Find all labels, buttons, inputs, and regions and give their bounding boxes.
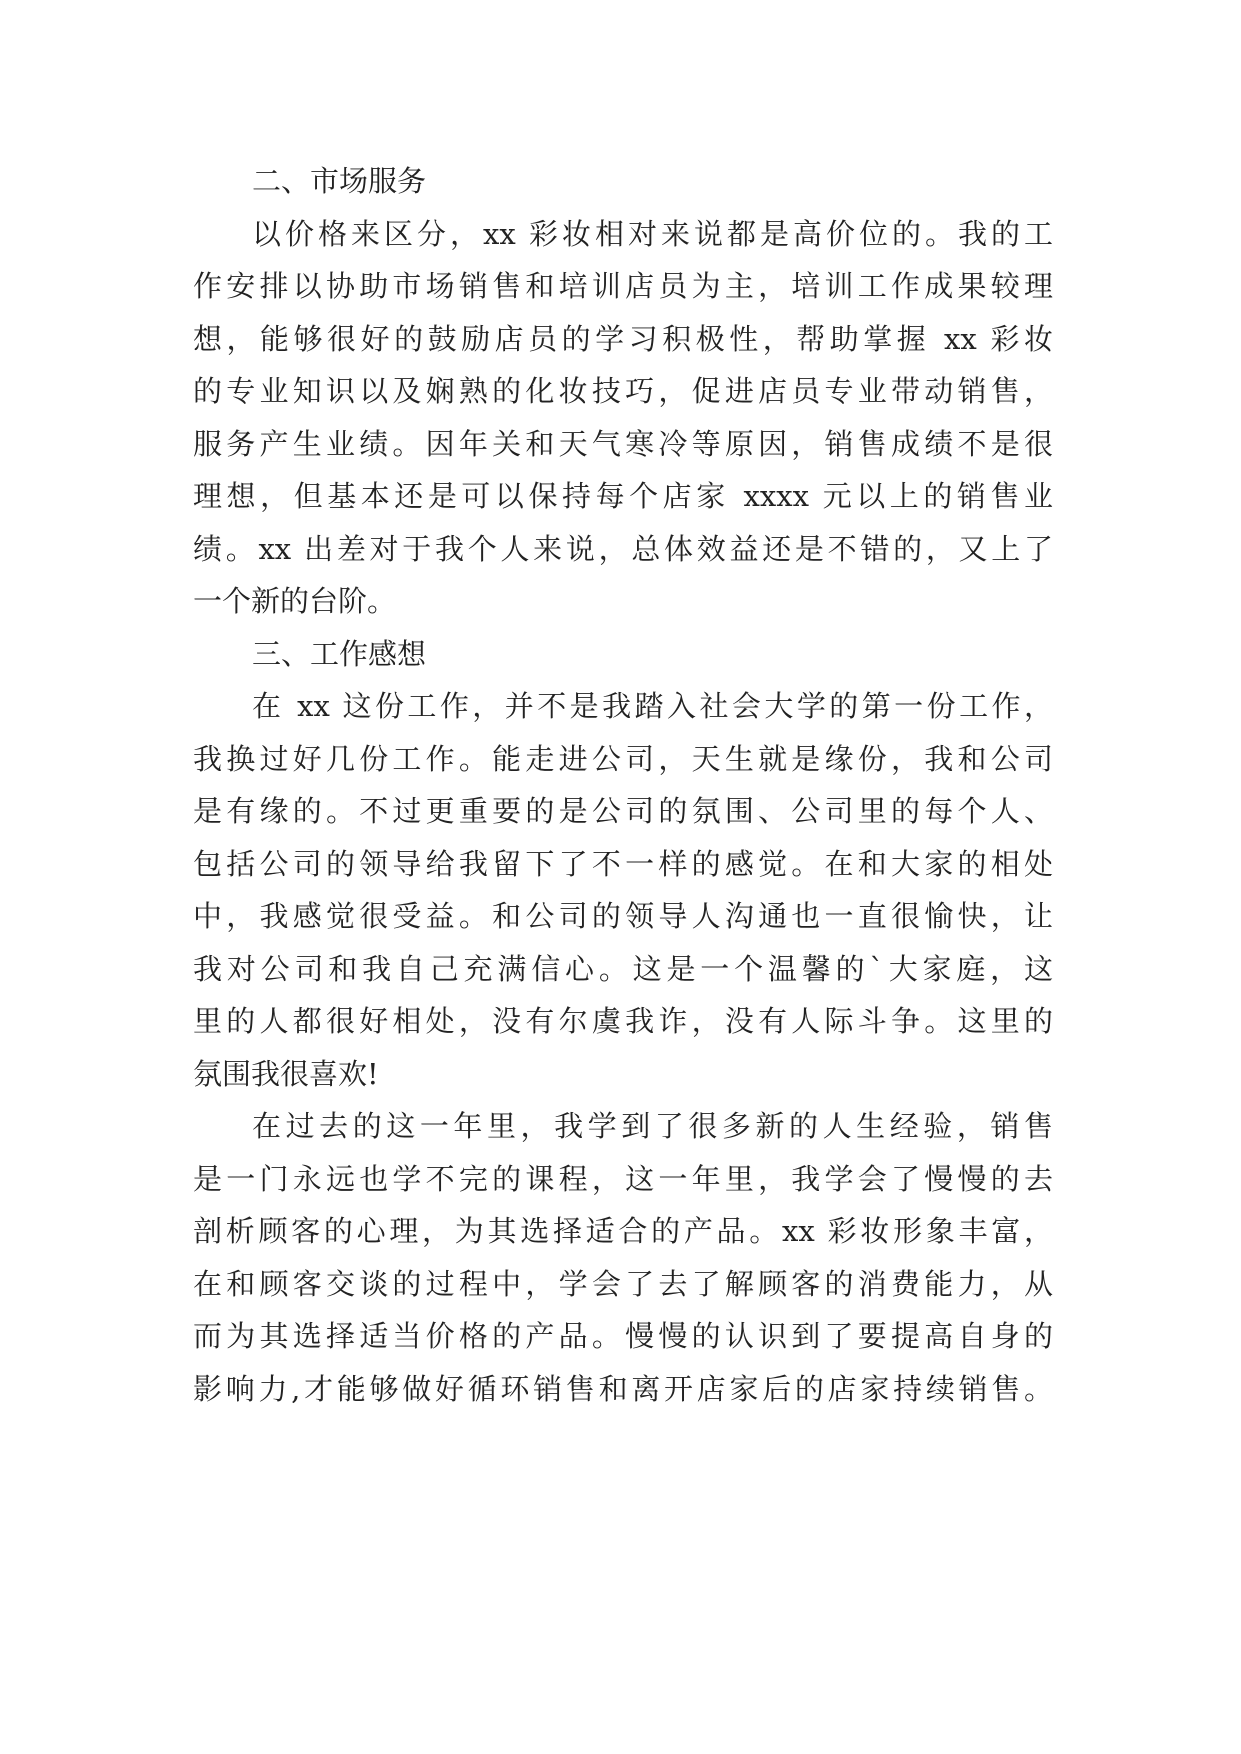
paragraph-work-reflections-2 <box>193 1100 1053 1415</box>
paragraph-line: 氛围我很喜欢! <box>193 1056 379 1091</box>
paragraph-work-reflections-1 <box>193 680 1053 1100</box>
paragraph-line: 剖析顾客的心理，为其选择适合的产品。xx 彩妆形象丰富， <box>193 1214 1053 1248</box>
paragraph-line: 包括公司的领导给我留下了不一样的感觉。在和大家的相处 <box>193 846 1053 881</box>
paragraph-line: 在和顾客交谈的过程中，学会了去了解顾客的消费能力，从 <box>193 1266 1053 1301</box>
paragraph-line: 是一门永远也学不完的课程，这一年里，我学会了慢慢的去 <box>193 1161 1053 1196</box>
paragraph-line: 我对公司和我自己充满信心。这是一个温馨的`大家庭，这 <box>193 951 1053 986</box>
paragraph-line: 想，能够很好的鼓励店员的学习积极性，帮助掌握 xx 彩妆 <box>193 321 1053 356</box>
paragraph-line: 绩。xx 出差对于我个人来说，总体效益还是不错的，又上了 <box>193 531 1053 566</box>
document-body <box>193 155 1053 1415</box>
paragraph-line: 以价格来区分，xx 彩妆相对来说都是高价位的。我的工 <box>252 216 1053 251</box>
section-heading-market-service: 二、市场服务 <box>252 164 427 198</box>
paragraph-line: 我换过好几份工作。能走进公司，天生就是缘份，我和公司 <box>193 741 1053 776</box>
paragraph-line: 在 xx 这份工作，并不是我踏入社会大学的第一份工作， <box>252 689 1053 723</box>
paragraph-line: 作安排以协助市场销售和培训店员为主，培训工作成果较理 <box>193 269 1053 303</box>
section-heading-work-reflections: 三、工作感想 <box>252 636 427 671</box>
paragraph-line: 理想，但基本还是可以保持每个店家 xxxx 元以上的销售业 <box>193 479 1053 513</box>
paragraph-line: 而为其选择适当价格的产品。慢慢的认识到了要提高自身的 <box>193 1319 1053 1353</box>
paragraph-market-service <box>193 208 1053 628</box>
paragraph-line: 中，我感觉很受益。和公司的领导人沟通也一直很愉快，让 <box>193 899 1053 933</box>
paragraph-line: 的专业知识以及娴熟的化妆技巧，促进店员专业带动销售， <box>193 374 1053 408</box>
paragraph-line: 一个新的台阶。 <box>193 584 397 618</box>
paragraph-line: 里的人都很好相处，没有尔虞我诈，没有人际斗争。这里的 <box>193 1004 1053 1038</box>
paragraph-line: 是有缘的。不过更重要的是公司的氛围、公司里的每个人、 <box>193 794 1053 828</box>
paragraph-line: 在过去的这一年里，我学到了很多新的人生经验，销售 <box>252 1109 1053 1143</box>
paragraph-line: 服务产生业绩。因年关和天气寒冷等原因，销售成绩不是很 <box>193 426 1053 461</box>
paragraph-line: 影响力,才能够做好循环销售和离开店家后的店家持续销售。 <box>193 1371 1053 1406</box>
